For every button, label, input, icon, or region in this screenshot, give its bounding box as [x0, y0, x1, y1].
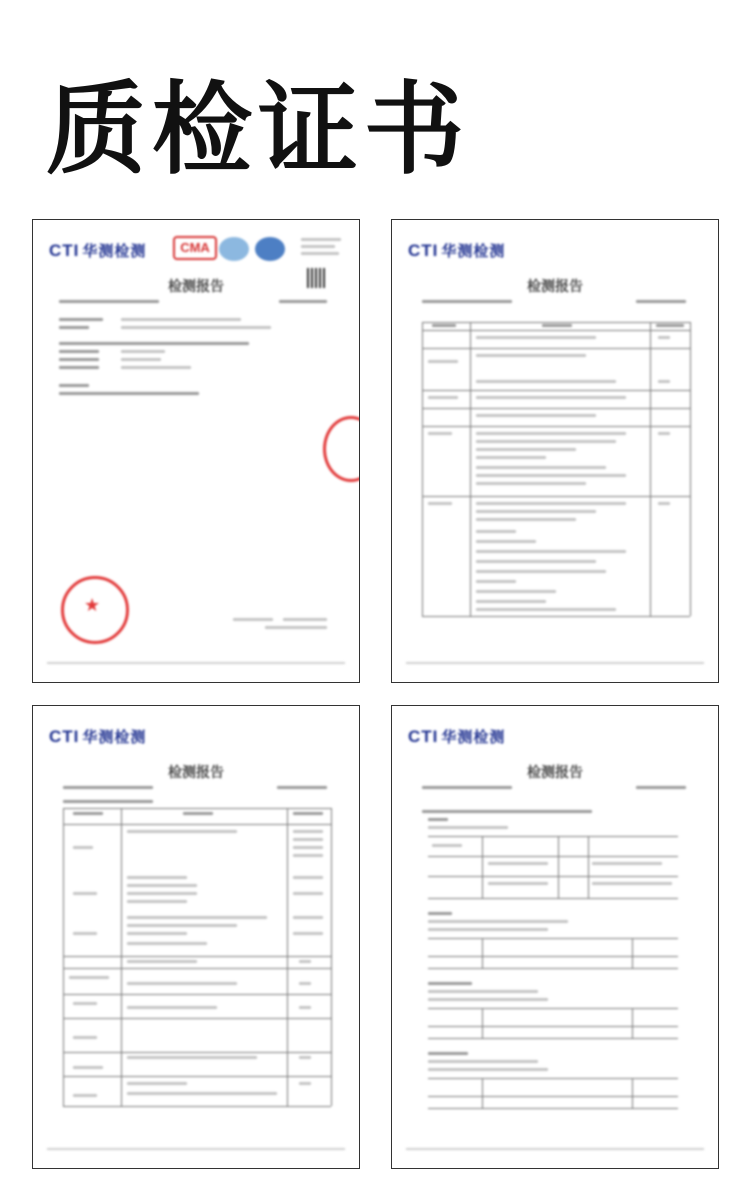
side-seal-stamp	[323, 416, 360, 482]
cti-logo: CTI 华测检测	[49, 241, 147, 260]
report-title: 检测报告	[527, 279, 583, 295]
ilac-mark-icon	[219, 237, 249, 261]
cti-logo: CTI 华测检测	[408, 241, 506, 260]
certificate-page-1	[32, 219, 360, 683]
page-title: 质检证书	[46, 71, 470, 188]
report-title: 检测报告	[168, 765, 224, 781]
certificate-page-3	[32, 705, 360, 1169]
seal-star-icon: ★	[84, 595, 101, 616]
cti-logo: CTI 华测检测	[49, 727, 147, 746]
cma-badge: CMA	[173, 236, 217, 260]
certificate-page-4	[391, 705, 719, 1169]
report-title: 检测报告	[527, 765, 583, 781]
certificate-page-2	[391, 219, 719, 683]
report-title: 检测报告	[168, 279, 224, 295]
cti-logo: CTI 华测检测	[408, 727, 506, 746]
cnas-mark-icon	[255, 237, 285, 261]
